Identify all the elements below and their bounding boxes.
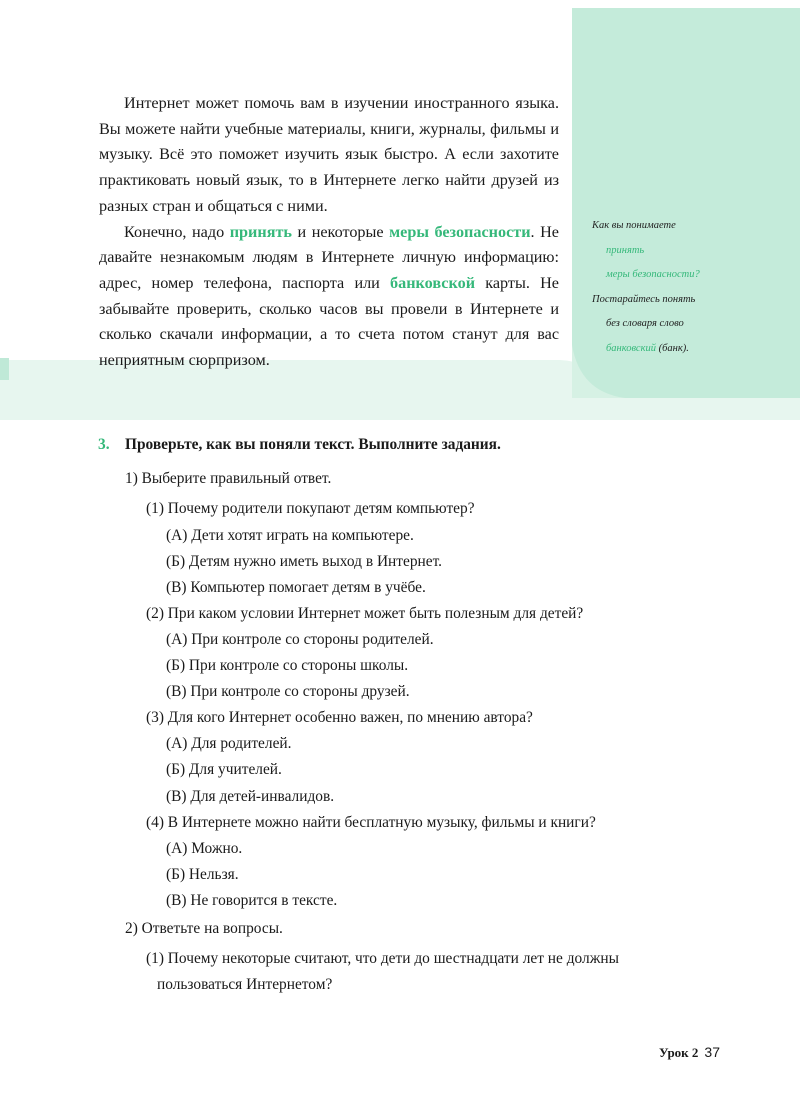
text-fragment: и некоторые bbox=[291, 222, 390, 241]
highlight-prinyat: принять bbox=[229, 222, 292, 241]
task-part-2: 2) Ответьте на вопросы. bbox=[125, 920, 283, 937]
page-number: 37 bbox=[704, 1044, 720, 1060]
gloss-term: принять bbox=[606, 244, 645, 256]
question: (3) Для кого Интернет особенно важен, по мнению автора? bbox=[146, 709, 533, 726]
reading-paragraph-1: Интернет может помочь вам в изучении иностранного языка. Вы можете найти учебные материалы, книги, журналы, фильмы и музыку. Всё это поможет изучить язык быстро. А если захотите практиковать новый язык, то в Интернете легко найти друзей из разных стран и общаться с ними. bbox=[99, 94, 559, 215]
text-fragment: Конечно, надо bbox=[124, 222, 230, 241]
answer-option: (А) Дети хотят играть на компьютере. bbox=[166, 527, 414, 544]
highlight-mery-bezopasnosti: меры безопасности bbox=[389, 222, 531, 241]
gloss-line bbox=[592, 337, 782, 362]
highlight-bankovskoy: банковской bbox=[390, 273, 476, 292]
text-fragment: . Не давайте незнакомым людям в Интернете личную информацию: адрес, номер телефона, паспорта или bbox=[99, 222, 559, 292]
gloss-term: банковский bbox=[606, 342, 656, 354]
question: (1) Почему родители покупают детям компьютер? bbox=[146, 500, 475, 517]
answer-option: (Б) Нельзя. bbox=[166, 866, 239, 883]
answer-option: (А) При контроле со стороны родителей. bbox=[166, 631, 434, 648]
task-title: Проверьте, как вы поняли текст. Выполните задания. bbox=[125, 436, 501, 453]
task-heading bbox=[98, 436, 501, 454]
gloss-line: Как вы понимаете bbox=[592, 220, 676, 231]
answer-option: (В) При контроле со стороны друзей. bbox=[166, 683, 410, 700]
task-number: 3. bbox=[98, 436, 110, 453]
answer-option: (А) Для родителей. bbox=[166, 735, 292, 752]
question: (4) В Интернете можно найти бесплатную музыку, фильмы и книги? bbox=[146, 814, 596, 831]
gloss-term: меры безопасности? bbox=[606, 269, 700, 281]
question-continuation: пользоваться Интернетом? bbox=[157, 976, 333, 993]
task-part-1: 1) Выберите правильный ответ. bbox=[125, 470, 332, 487]
gloss-line: без словаря слово bbox=[606, 318, 684, 330]
answer-option: (В) Не говорится в тексте. bbox=[166, 892, 338, 909]
gloss-note bbox=[592, 214, 782, 362]
left-edge-mark bbox=[0, 358, 9, 380]
reading-paragraph-2 bbox=[99, 220, 559, 374]
gloss-text: (банк). bbox=[656, 342, 689, 354]
answer-option: (В) Для детей-инвалидов. bbox=[166, 788, 335, 805]
reading-text bbox=[99, 91, 559, 374]
answer-option: (Б) Для учителей. bbox=[166, 761, 282, 778]
question: (2) При каком условии Интернет может быть полезным для детей? bbox=[146, 605, 584, 622]
answer-option: (В) Компьютер помогает детям в учёбе. bbox=[166, 579, 426, 596]
lesson-label: Урок 2 bbox=[658, 1045, 699, 1060]
text-fragment: карты. Не забывайте проверить, сколько часов вы провели в Интернете и сколько скачали информации, а то счета потом станут для вас неприятным сюрпризом. bbox=[99, 273, 559, 370]
gloss-line: Постарайтесь понять bbox=[592, 293, 696, 305]
page-footer bbox=[600, 1044, 720, 1061]
answer-option: (А) Можно. bbox=[166, 840, 243, 857]
answer-option: (Б) Детям нужно иметь выход в Интернет. bbox=[166, 553, 443, 570]
answer-option: (Б) При контроле со стороны школы. bbox=[166, 657, 409, 674]
question: (1) Почему некоторые считают, что дети до шестнадцати лет не должны bbox=[146, 950, 619, 967]
